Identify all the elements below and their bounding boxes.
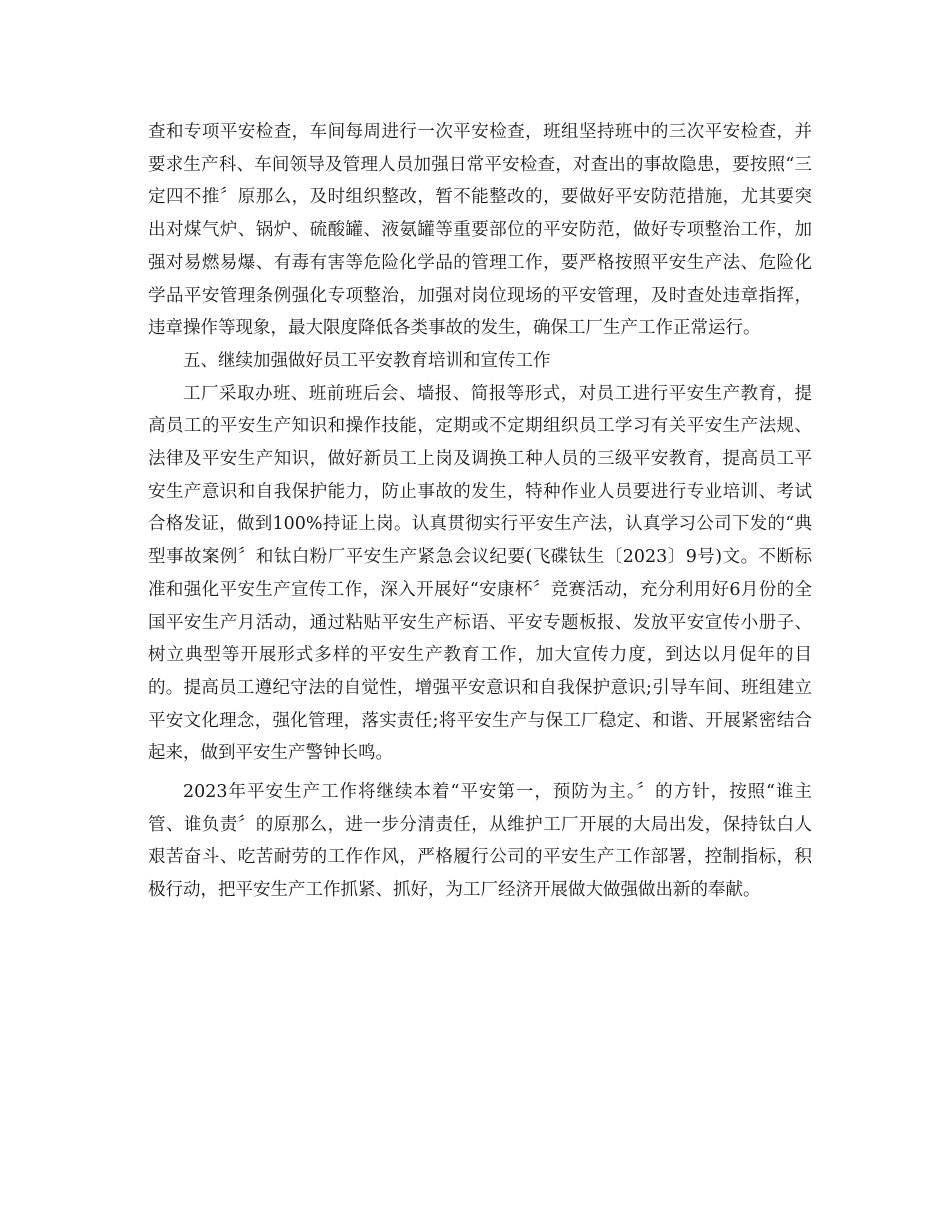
paragraph-2023-outlook: 2023年平安生产工作将继续本着“平安第一，预防为主。〞的方针，按照“谁主管、谁负责〞的原那么，进一步分清责任，从维护工厂开展的大局出发，保持钛白人艰苦奋斗、吃苦耐劳的工作作风，严格履行公司的平安生产工作部署，控制指标，积极行动，把平安生产工作抓紧、抓好，为工厂经济开展做大做强做出新的奉献。 — [148, 782, 812, 901]
paragraph-training-and-publicity: 工厂采取办班、班前班后会、墙报、简报等形式，对员工进行平安生产教育，提高员工的平安生产知识和操作技能，定期或不定期组织员工学习有关平安生产法规、法律及平安生产知识，做好新员工上岗及调换工种人员的三级平安教育，提高员工平安生产意识和自我保护能力，防止事故的发生，特种作业人员要进行专业培训、考试合格发证，做到100%持证上岗。认真贯彻实行平安生产法，认真学习公司下发的“典型事故案例〞和钛白粉厂平安生产紧急会议纪要(飞碟钛生〔2023〕9号)文。不断标准和强化平安生产宣传工作，深入开展好“安康杯〞竞赛活动，充分利用好6月份的全国平安生产月活动，通过粘贴平安生产标语、平安专题板报、发放平安宣传小册子、树立典型等开展形式多样的平安生产教育工作，加大宣传力度，到达以月促年的目的。提高员工遵纪守法的自觉性，增强平安意识和自我保护意识;引导车间、班组建立平安文化理念，强化管理，落实责任;将平安生产与保工厂稳定、和谐、开展紧密结合起来，做到平安生产警钟长鸣。 — [148, 383, 812, 764]
document-body — [148, 116, 812, 907]
paragraph-safety-inspection-continued: 查和专项平安检查，车间每周进行一次平安检查，班组坚持班中的三次平安检查，并要求生产科、车间领导及管理人员加强日常平安检查，对查出的事故隐患，要按照“三定四不推〞原那么，及时组织整改，暂不能整改的，要做好平安防范措施，尤其要突出对煤气炉、锅炉、硫酸罐、液氨罐等重要部位的平安防范，做好专项整治工作，加强对易燃易爆、有毒有害等危险化学品的管理工作，要严格按照平安生产法、危险化学品平安管理条例强化专项整治，加强对岗位现场的平安管理，及时查处违章指挥，违章操作等现象，最大限度降低各类事故的发生，确保工厂生产工作正常运行。 — [148, 122, 812, 339]
section-heading-training-and-publicity: 五、继续加强做好员工平安教育培训和宣传工作 — [183, 350, 551, 371]
